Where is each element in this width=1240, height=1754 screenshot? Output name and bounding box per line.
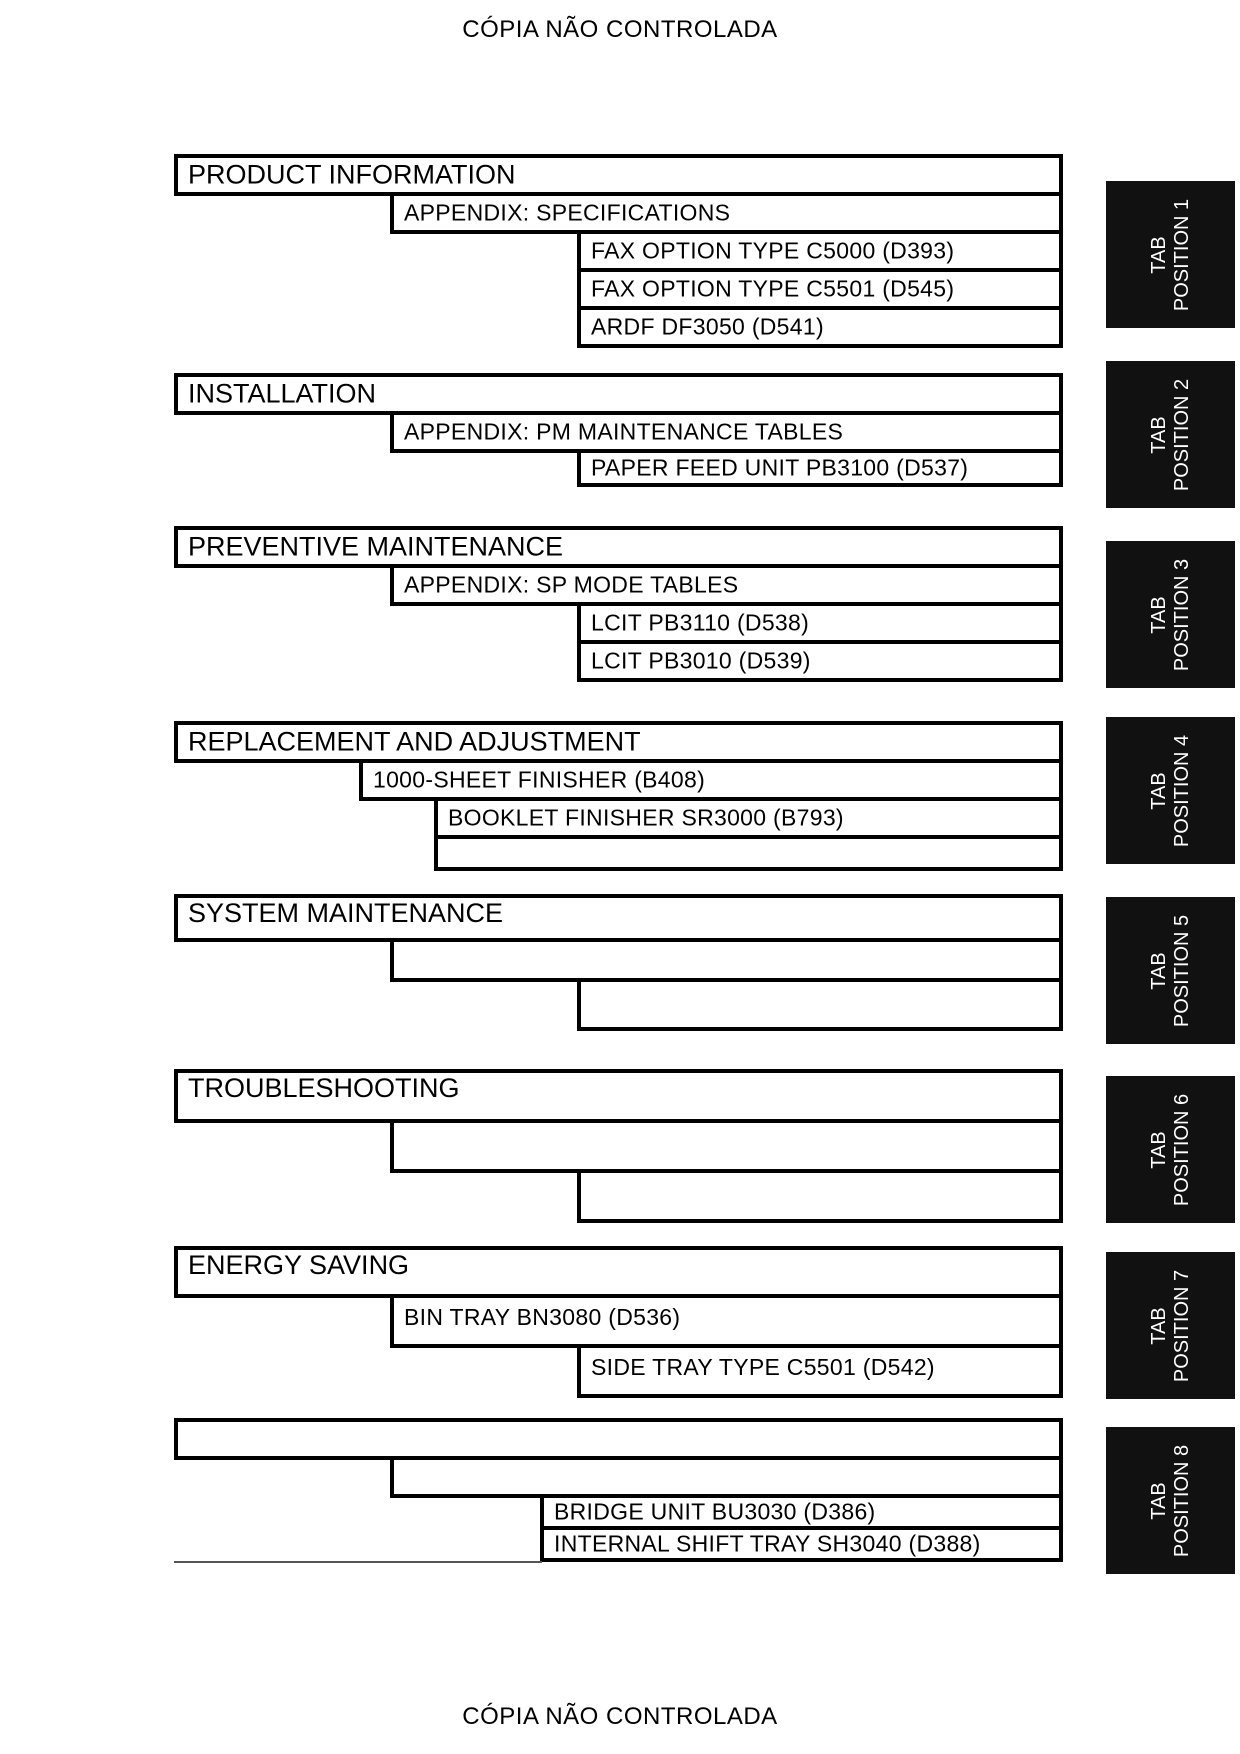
tab-label-line1: TAB (1147, 235, 1170, 274)
section-title (174, 154, 1063, 196)
index-item (390, 411, 1063, 453)
tab-label (1148, 558, 1194, 670)
index-item-text: APPENDIX: PM MAINTENANCE TABLES (404, 418, 844, 445)
index-item-text: 1000-SHEET FINISHER (B408) (373, 766, 706, 793)
tab-position-6 (1106, 1076, 1235, 1223)
section-title-text: PRODUCT INFORMATION (188, 159, 516, 190)
section-title-text: INSTALLATION (188, 378, 377, 409)
tab-label (1148, 378, 1194, 490)
index-item-text: ARDF DF3050 (D541) (591, 313, 824, 340)
tab-position-8 (1106, 1427, 1235, 1574)
section-title-text: SYSTEM MAINTENANCE (188, 898, 504, 928)
index-item (390, 1294, 1063, 1348)
index-item (577, 978, 1063, 1031)
section-title (174, 1246, 1063, 1298)
index-item (434, 797, 1063, 839)
index-item (540, 1494, 1063, 1530)
tab-label (1148, 734, 1194, 846)
index-item (390, 564, 1063, 606)
index-item-text: APPENDIX: SPECIFICATIONS (404, 199, 731, 226)
index-item (577, 640, 1063, 682)
section-title (174, 373, 1063, 415)
index-item (577, 230, 1063, 272)
section-title (174, 1069, 1063, 1123)
index-item-text: LCIT PB3110 (D538) (591, 609, 810, 636)
index-item-text: BOOKLET FINISHER SR3000 (B793) (448, 804, 844, 831)
index-item (577, 1344, 1063, 1398)
section-title-text: TROUBLESHOOTING (188, 1073, 460, 1103)
index-item (577, 602, 1063, 644)
index-item (577, 306, 1063, 348)
index-item (390, 938, 1063, 982)
index-item (577, 268, 1063, 310)
index-item-text: BRIDGE UNIT BU3030 (D386) (554, 1498, 876, 1525)
tab-label-line2: POSITION 3 (1170, 558, 1193, 671)
index-item (390, 1456, 1063, 1498)
tab-label (1148, 1444, 1194, 1556)
index-item-text: APPENDIX: SP MODE TABLES (404, 571, 739, 598)
index-item (577, 1169, 1063, 1223)
section-title (174, 526, 1063, 568)
index-item-text: FAX OPTION TYPE C5501 (D545) (591, 275, 955, 302)
tab-label-line1: TAB (1147, 1481, 1170, 1520)
tab-position-3 (1106, 541, 1235, 688)
tab-label-line1: TAB (1147, 415, 1170, 454)
index-item-text: LCIT PB3010 (D539) (591, 647, 811, 674)
tab-label-line1: TAB (1147, 595, 1170, 634)
section-title-text: REPLACEMENT AND ADJUSTMENT (188, 726, 641, 757)
index-item-text: BIN TRAY BN3080 (D536) (404, 1304, 681, 1330)
tab-label-line1: TAB (1147, 951, 1170, 990)
section-title (174, 1418, 1063, 1460)
watermark-top: CÓPIA NÃO CONTROLADA (462, 16, 778, 43)
tab-label (1148, 198, 1194, 310)
tab-label-line2: POSITION 5 (1170, 914, 1193, 1027)
index-item-text: INTERNAL SHIFT TRAY SH3040 (D388) (554, 1530, 981, 1557)
tab-label-line2: POSITION 8 (1170, 1444, 1193, 1557)
tab-label-line1: TAB (1147, 1130, 1170, 1169)
baseline-rule (174, 1561, 542, 1563)
tab-label-line1: TAB (1147, 1306, 1170, 1345)
watermark-bottom: CÓPIA NÃO CONTROLADA (462, 1703, 778, 1730)
tab-label-line2: POSITION 4 (1170, 734, 1193, 847)
index-item (390, 192, 1063, 234)
tab-position-7 (1106, 1252, 1235, 1399)
index-item-text: SIDE TRAY TYPE C5501 (D542) (591, 1354, 935, 1380)
index-item (540, 1526, 1063, 1562)
section-title (174, 894, 1063, 942)
tab-label (1148, 1093, 1194, 1205)
index-item (359, 759, 1063, 801)
index-item-text: FAX OPTION TYPE C5000 (D393) (591, 237, 955, 264)
tab-label-line2: POSITION 6 (1170, 1093, 1193, 1206)
tab-label (1148, 914, 1194, 1026)
tab-label (1148, 1269, 1194, 1381)
tab-label-line2: POSITION 1 (1170, 198, 1193, 311)
tab-position-5 (1106, 897, 1235, 1044)
tab-position-1 (1106, 181, 1235, 328)
tab-label-line2: POSITION 2 (1170, 378, 1193, 491)
tab-label-line2: POSITION 7 (1170, 1269, 1193, 1382)
tab-position-4 (1106, 717, 1235, 864)
section-title-text: ENERGY SAVING (188, 1250, 410, 1280)
index-item-text: PAPER FEED UNIT PB3100 (D537) (591, 454, 969, 481)
section-title (174, 721, 1063, 763)
tab-position-2 (1106, 361, 1235, 508)
index-item (434, 835, 1063, 871)
section-title-text: PREVENTIVE MAINTENANCE (188, 531, 564, 562)
index-item (577, 449, 1063, 487)
index-item (390, 1119, 1063, 1173)
tab-label-line1: TAB (1147, 771, 1170, 810)
